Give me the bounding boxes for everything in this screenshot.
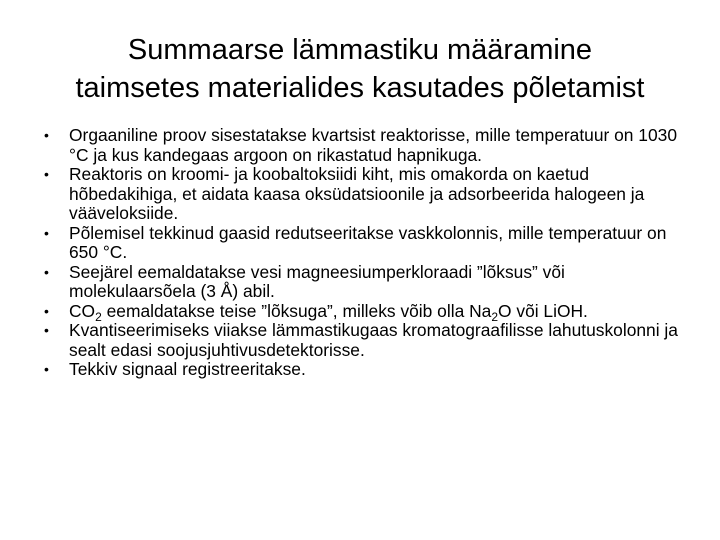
slide-title — [20, 31, 700, 107]
bullet-item — [44, 360, 690, 380]
title-line-1: Summaarse lämmastiku määramine — [127, 34, 593, 66]
bullet-item — [44, 263, 690, 302]
bullet-icon: • — [44, 224, 49, 241]
bullet-list — [44, 126, 690, 380]
bullet-text: Reaktoris on kroomi- ja koobaltoksiidi kiht, mis omakorda on kaetud hõbedakihiga, et aidata kaasa oksüdatsioonile ja adsorbeerida halogeen ja vääveloksiide. — [69, 164, 645, 223]
bullet-item — [44, 302, 690, 322]
bullet-icon: • — [44, 322, 49, 338]
bullet-icon: • — [44, 263, 49, 280]
bullet-text-middle: eemaldatakse teise ”lõksuga”, milleks võib olla Na — [101, 300, 492, 321]
bullet-item — [44, 321, 690, 360]
bullet-text: Seejärel eemaldatakse vesi magneesiumperkloraadi ”lõksus” või molekulaarsõela (3 Å) abil. — [69, 261, 565, 301]
bullet-text: Tekkiv signaal registreeritakse. — [69, 359, 306, 379]
bullet-icon: • — [44, 166, 49, 182]
formula-co: CO — [69, 300, 96, 321]
bullet-item — [44, 224, 690, 263]
bullet-item — [44, 165, 690, 224]
bullet-icon: • — [44, 302, 49, 319]
bullet-icon: • — [44, 127, 49, 143]
bullet-text: Orgaaniline proov sisestatakse kvartsist reaktorisse, mille temperatuur on 1030 °C ja kus kandegaas argoon on rikastatud hapnikuga. — [69, 125, 677, 165]
bullet-text: Põlemisel tekkinud gaasid redutseeritakse vaskkolonnis, mille temperatuur on 650 °C. — [69, 222, 667, 262]
title-line-2: taimsetes materialides kasutades põletamist — [75, 72, 645, 104]
bullet-icon: • — [44, 361, 49, 377]
bullet-text: Kvantiseerimiseks viiakse lämmastikugaas kromatograafilisse lahutuskolonni ja sealt edasi soojusjuhtivusdetektorisse. — [69, 320, 678, 360]
bullet-text-end: O või LiOH. — [498, 300, 588, 321]
bullet-text — [69, 300, 588, 324]
subscript-2: 2 — [95, 309, 102, 324]
subscript-2: 2 — [491, 309, 499, 324]
bullet-item — [44, 126, 690, 165]
